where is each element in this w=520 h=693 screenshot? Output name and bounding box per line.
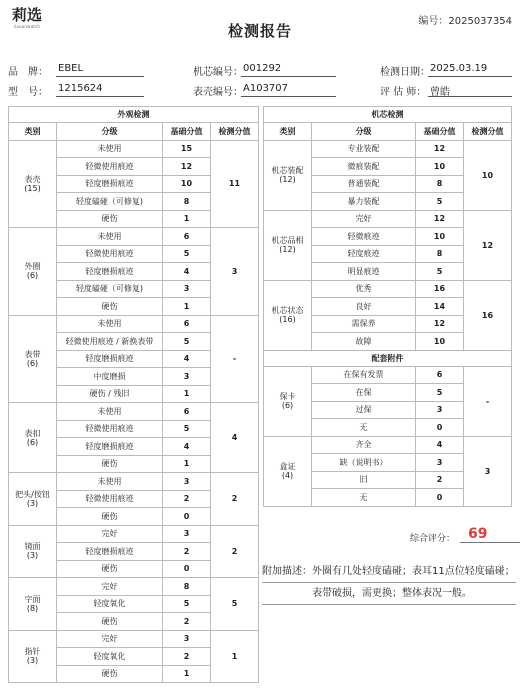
- grade-cell: 硬伤: [57, 560, 163, 578]
- category-cell: 镜面 (3): [9, 525, 57, 578]
- overall-score-value: 69: [460, 526, 520, 543]
- grade-cell: 在保: [312, 384, 416, 402]
- grade-cell: 需保养: [312, 315, 416, 333]
- inspection-score-cell: 1: [211, 630, 259, 683]
- base-score-cell: 8: [163, 193, 211, 211]
- logo-text: 莉选: [11, 6, 42, 24]
- grade-cell: 未使用: [57, 473, 163, 491]
- base-score-cell: 5: [163, 333, 211, 351]
- table-section-row: [264, 350, 512, 366]
- table-row: [9, 140, 259, 158]
- movement-no-label: 机芯编号：: [193, 67, 243, 78]
- category-cell: 指针 (3): [9, 630, 57, 683]
- assessor-label: 评 估 师：: [380, 87, 427, 98]
- base-score-cell: 2: [163, 613, 211, 631]
- table-row: [264, 140, 512, 158]
- grade-cell: 硬伤: [57, 613, 163, 631]
- category-cell: 把头/按钮 (3): [9, 473, 57, 526]
- grade-cell: 轻微使用痕迹 / 新换表带: [57, 333, 163, 351]
- model-value: 1215624: [56, 83, 144, 97]
- grade-cell: 轻度磨损痕迹: [57, 438, 163, 456]
- category-cell: 机芯品相 (12): [264, 210, 312, 280]
- table-row: [9, 525, 259, 543]
- table-row: [264, 366, 512, 384]
- base-score-cell: 1: [163, 210, 211, 228]
- grade-cell: 轻度氧化: [57, 595, 163, 613]
- base-score-cell: 2: [163, 543, 211, 561]
- base-score-cell: 8: [416, 245, 464, 263]
- grade-cell: 未使用: [57, 315, 163, 333]
- inspection-score-cell: 11: [211, 140, 259, 228]
- table-row: [9, 473, 259, 491]
- base-score-cell: 3: [416, 454, 464, 472]
- description-line-2: 表带破损，需更换；整体表况一般。: [262, 583, 516, 605]
- base-score-cell: 10: [416, 158, 464, 176]
- report-number-value: 2025037354: [448, 16, 512, 27]
- table-row: [264, 280, 512, 298]
- date-value: 2025.03.19: [428, 63, 512, 77]
- grade-cell: 完好: [57, 525, 163, 543]
- base-score-cell: 5: [416, 384, 464, 402]
- base-score-cell: 3: [163, 368, 211, 386]
- column-header: 类别: [264, 123, 312, 141]
- grade-cell: 硬伤: [57, 298, 163, 316]
- grade-cell: 无: [312, 419, 416, 437]
- base-score-cell: 0: [163, 560, 211, 578]
- inspection-score-cell: 2: [211, 473, 259, 526]
- inspection-score-cell: -: [464, 366, 512, 436]
- inspection-score-cell: 3: [464, 436, 512, 506]
- grade-cell: 齐全: [312, 436, 416, 454]
- grade-cell: 轻微痕迹: [312, 228, 416, 246]
- table-section-row: [9, 107, 259, 123]
- table-row: [9, 228, 259, 246]
- grade-cell: 中度磨损: [57, 368, 163, 386]
- table-row: [264, 210, 512, 228]
- inspection-score-cell: 12: [464, 210, 512, 280]
- grade-cell: 良好: [312, 298, 416, 316]
- grade-cell: 暴力装配: [312, 193, 416, 211]
- base-score-cell: 1: [163, 665, 211, 683]
- base-score-cell: 2: [416, 471, 464, 489]
- grade-cell: 轻度磨损痕迹: [57, 543, 163, 561]
- base-score-cell: 10: [163, 175, 211, 193]
- category-cell: 机芯状态 (16): [264, 280, 312, 350]
- inspection-score-cell: 5: [211, 578, 259, 631]
- base-score-cell: 8: [416, 175, 464, 193]
- grade-cell: 硬伤: [57, 508, 163, 526]
- grade-cell: 轻微使用痕迹: [57, 490, 163, 508]
- grade-cell: 完好: [312, 210, 416, 228]
- grade-cell: 轻度磨损痕迹: [57, 175, 163, 193]
- grade-cell: 轻微使用痕迹: [57, 420, 163, 438]
- report-number: [418, 12, 512, 27]
- grade-cell: 微痕装配: [312, 158, 416, 176]
- description-line-1: 附加描述：外圈有几处轻度磕碰；表耳11点位轻度磕碰；: [262, 561, 516, 583]
- grade-cell: 轻度氧化: [57, 648, 163, 666]
- base-score-cell: 3: [416, 401, 464, 419]
- grade-cell: 轻微使用痕迹: [57, 245, 163, 263]
- grade-cell: 轻度痕迹: [312, 245, 416, 263]
- grade-cell: 轻度磨损痕迹: [57, 263, 163, 281]
- category-cell: 机芯装配 (12): [264, 140, 312, 210]
- column-header: 检测分值: [464, 123, 512, 141]
- table-row: [9, 403, 259, 421]
- category-cell: 表带 (6): [9, 315, 57, 403]
- base-score-cell: 6: [163, 315, 211, 333]
- column-header: 类别: [9, 123, 57, 141]
- grade-cell: 在保有发票: [312, 366, 416, 384]
- base-score-cell: 3: [163, 525, 211, 543]
- column-header: 基础分值: [416, 123, 464, 141]
- category-cell: 字面 (8): [9, 578, 57, 631]
- grade-cell: 硬伤: [57, 210, 163, 228]
- grade-cell: 轻微使用痕迹: [57, 158, 163, 176]
- base-score-cell: 5: [416, 193, 464, 211]
- section-title: 机芯检测: [264, 107, 512, 123]
- base-score-cell: 5: [163, 595, 211, 613]
- date-label: 检测日期：: [380, 67, 430, 78]
- report-number-label: 编号：: [418, 16, 449, 27]
- category-cell: 保卡 (6): [264, 366, 312, 436]
- page-title: 检测报告: [227, 22, 292, 40]
- base-score-cell: 12: [163, 158, 211, 176]
- grade-cell: 普通装配: [312, 175, 416, 193]
- case-no-value: A103707: [241, 83, 336, 97]
- grade-cell: 未使用: [57, 140, 163, 158]
- inspection-score-cell: -: [211, 315, 259, 403]
- grade-cell: 轻度磕碰（可修复): [57, 193, 163, 211]
- section-title: 外观检测: [9, 107, 259, 123]
- grade-cell: 轻度磕碰（可修复): [57, 280, 163, 298]
- base-score-cell: 1: [163, 455, 211, 473]
- table-row: [9, 630, 259, 648]
- grade-cell: 优秀: [312, 280, 416, 298]
- base-score-cell: 10: [416, 333, 464, 351]
- base-score-cell: 3: [163, 630, 211, 648]
- grade-cell: 硬伤: [57, 665, 163, 683]
- grade-cell: 完好: [57, 630, 163, 648]
- info-row-1: [0, 62, 520, 78]
- brand-value: EBEL: [56, 63, 144, 77]
- overall-score-label: 综合评分：: [410, 534, 456, 544]
- base-score-cell: 1: [163, 298, 211, 316]
- base-score-cell: 2: [163, 490, 211, 508]
- base-score-cell: 16: [416, 280, 464, 298]
- category-cell: 表扣 (6): [9, 403, 57, 473]
- base-score-cell: 12: [416, 210, 464, 228]
- base-score-cell: 1: [163, 385, 211, 403]
- base-score-cell: 0: [416, 419, 464, 437]
- model-label: 型 号：: [8, 87, 48, 98]
- base-score-cell: 4: [163, 438, 211, 456]
- grade-cell: 明显痕迹: [312, 263, 416, 281]
- info-row-2: [0, 82, 520, 98]
- inspection-score-cell: 3: [211, 228, 259, 316]
- inspection-score-cell: 4: [211, 403, 259, 473]
- movement-inspection-table: [263, 106, 512, 507]
- grade-cell: 专业装配: [312, 140, 416, 158]
- table-row: [9, 578, 259, 596]
- grade-cell: 无: [312, 489, 416, 507]
- base-score-cell: 0: [416, 489, 464, 507]
- grade-cell: 缺（说明书）: [312, 454, 416, 472]
- column-header: 分级: [57, 123, 163, 141]
- base-score-cell: 3: [163, 280, 211, 298]
- inspection-score-cell: 2: [211, 525, 259, 578]
- base-score-cell: 3: [163, 473, 211, 491]
- table-header-row: [264, 123, 512, 141]
- base-score-cell: 2: [163, 648, 211, 666]
- table-header-row: [9, 123, 259, 141]
- column-header: 基础分值: [163, 123, 211, 141]
- base-score-cell: 5: [416, 263, 464, 281]
- column-header: 分级: [312, 123, 416, 141]
- logo-subtext: lixuanwatch: [13, 24, 41, 29]
- base-score-cell: 14: [416, 298, 464, 316]
- grade-cell: 硬伤: [57, 455, 163, 473]
- base-score-cell: 8: [163, 578, 211, 596]
- grade-cell: 轻度磨损痕迹: [57, 350, 163, 368]
- base-score-cell: 6: [163, 228, 211, 246]
- brand-label: 品 牌：: [8, 67, 48, 78]
- inspection-score-cell: 10: [464, 140, 512, 210]
- base-score-cell: 0: [163, 508, 211, 526]
- base-score-cell: 12: [416, 140, 464, 158]
- assessor-value: 曾皓: [428, 83, 512, 97]
- base-score-cell: 4: [163, 263, 211, 281]
- inspection-score-cell: 16: [464, 280, 512, 350]
- category-cell: 盒证 (4): [264, 436, 312, 506]
- base-score-cell: 5: [163, 245, 211, 263]
- appearance-inspection-table: [8, 106, 259, 683]
- movement-no-value: 001292: [241, 63, 336, 77]
- grade-cell: 硬伤 / 残旧: [57, 385, 163, 403]
- grade-cell: 旧: [312, 471, 416, 489]
- table-row: [264, 436, 512, 454]
- base-score-cell: 12: [416, 315, 464, 333]
- table-section-row: [264, 107, 512, 123]
- base-score-cell: 10: [416, 228, 464, 246]
- category-cell: 表壳 (15): [9, 140, 57, 228]
- grade-cell: 未使用: [57, 403, 163, 421]
- grade-cell: 过保: [312, 401, 416, 419]
- case-no-label: 表壳编号：: [193, 87, 243, 98]
- table-row: [9, 315, 259, 333]
- grade-cell: 故障: [312, 333, 416, 351]
- column-header: 检测分值: [211, 123, 259, 141]
- base-score-cell: 4: [163, 350, 211, 368]
- grade-cell: 完好: [57, 578, 163, 596]
- base-score-cell: 15: [163, 140, 211, 158]
- base-score-cell: 6: [163, 403, 211, 421]
- grade-cell: 未使用: [57, 228, 163, 246]
- base-score-cell: 5: [163, 420, 211, 438]
- additional-description: [262, 561, 516, 605]
- category-cell: 外圈 (6): [9, 228, 57, 316]
- base-score-cell: 4: [416, 436, 464, 454]
- section-title: 配套附件: [264, 350, 512, 366]
- base-score-cell: 6: [416, 366, 464, 384]
